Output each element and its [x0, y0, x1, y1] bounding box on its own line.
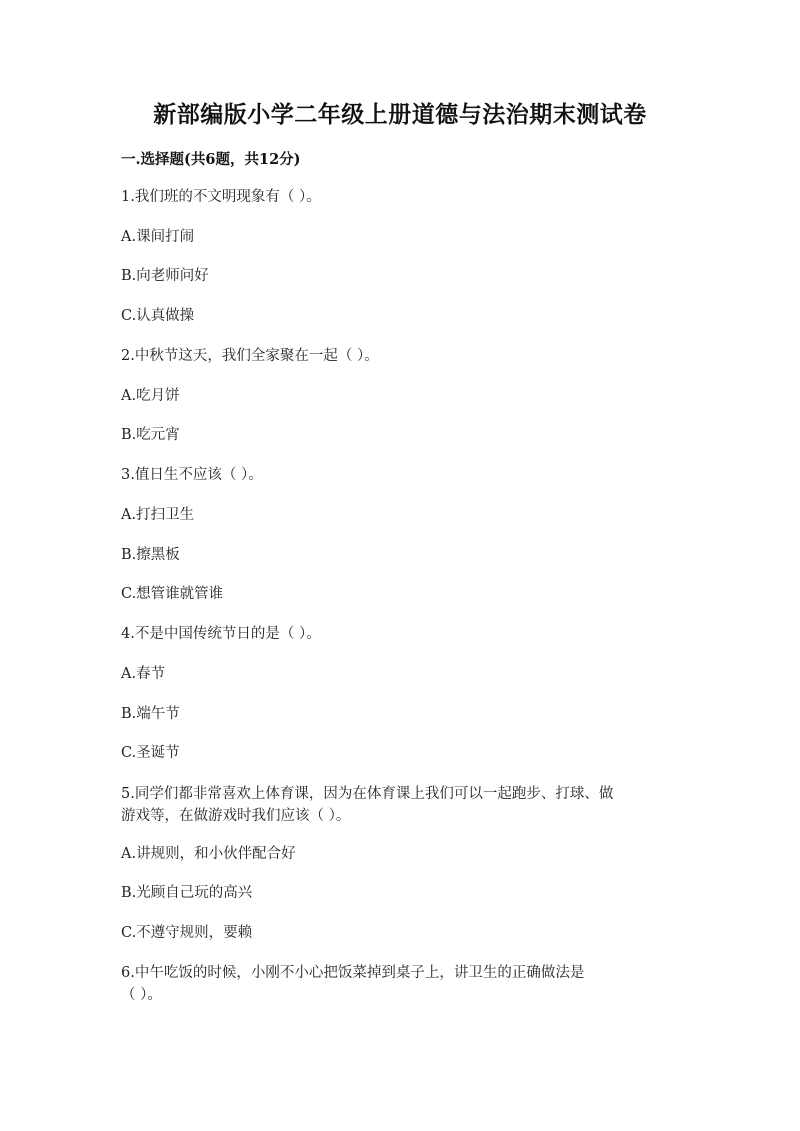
page-title: 新部编版小学二年级上册道德与法治期末测试卷: [153, 101, 647, 128]
question-5-option-a: A.讲规则，和小伙伴配合好: [121, 846, 296, 862]
question-3-option-a: A.打扫卫生: [121, 507, 195, 523]
question-3-stem: 3.值日生不应该（ ）。: [121, 467, 263, 483]
question-6-stem-line-1: 6.中午吃饭的时候，小刚不小心把饭菜掉到桌子上，讲卫生的正确做法是: [121, 965, 585, 981]
question-5-stem: [121, 783, 681, 827]
question-5-stem-line-2: 游戏等，在做游戏时我们应该（ ）。: [121, 808, 351, 824]
question-3-option-c: C.想管谁就管谁: [121, 586, 224, 602]
question-2-stem: 2.中秋节这天，我们全家聚在一起（ ）。: [121, 348, 379, 364]
question-1-stem: 1.我们班的不文明现象有（ ）。: [121, 189, 321, 205]
section-heading: 一.选择题(共6题，共12分): [121, 151, 301, 168]
question-1-option-c: C.认真做操: [121, 308, 195, 324]
question-2-option-b: B.吃元宵: [121, 427, 180, 443]
question-4-option-a: A.春节: [121, 666, 166, 682]
question-5-stem-line-1: 5.同学们都非常喜欢上体育课，因为在体育课上我们可以一起跑步、打球、做: [121, 786, 614, 802]
question-5-option-b: B.光顾自己玩的高兴: [121, 885, 253, 901]
question-1-option-b: B.向老师问好: [121, 268, 209, 284]
question-4-option-b: B.端午节: [121, 706, 180, 722]
question-1-option-a: A.课间打闹: [121, 229, 195, 245]
question-6-stem: [121, 962, 681, 1006]
question-2-option-a: A.吃月饼: [121, 388, 180, 404]
question-6-stem-line-2: （ ）。: [121, 987, 162, 1003]
question-3-option-b: B.擦黑板: [121, 547, 180, 563]
question-5-option-c: C.不遵守规则，要赖: [121, 925, 253, 941]
question-4-stem: 4.不是中国传统节日的是（ ）。: [121, 626, 321, 642]
question-4-option-c: C.圣诞节: [121, 745, 180, 761]
